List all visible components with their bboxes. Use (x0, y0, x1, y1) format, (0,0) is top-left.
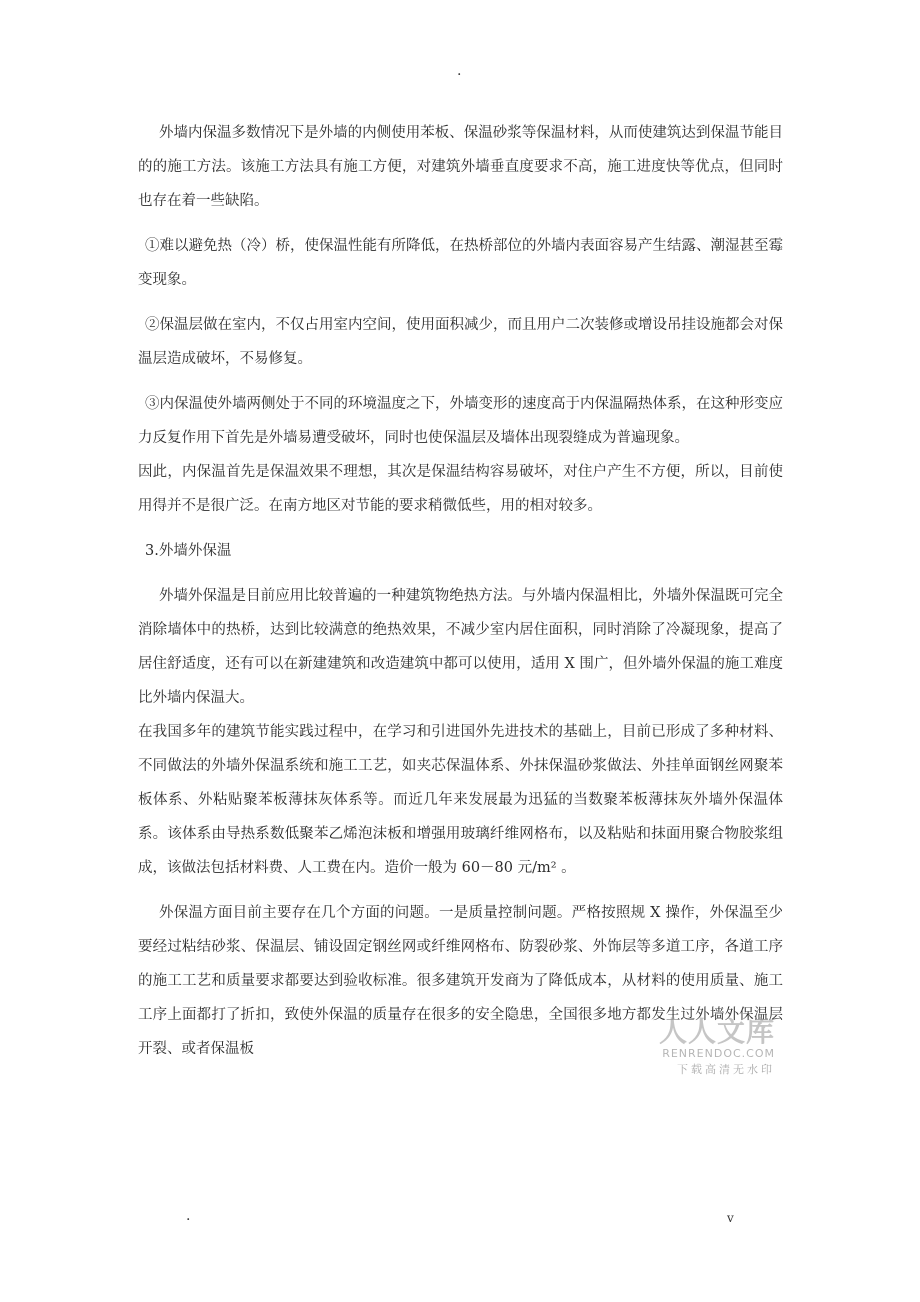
paragraph-defect-3: ③内保温使外墙两侧处于不同的环境温度之下，外墙变形的速度高于内保温隔热体系，在这种形变应力反复作用下首先是外墙易遭受破坏，同时也使保温层及墙体出现裂缝成为普遍现象。 (138, 396, 783, 446)
paragraph-external-insulation-systems: 在我国多年的建筑节能实践过程中，在学习和引进国外先进技术的基础上，目前已形成了多种材料、不同做法的外墙外保温系统和施工工艺，如夹芯保温体系、外抹保温砂浆做法、外挂单面钢丝网聚苯板体系、外粘贴聚苯板薄抹灰体系等。而近几年来发展最为迅猛的当数聚苯板薄抹灰外墙外保温体系。该体系由导热系数低聚苯乙烯泡沫板和增强用玻璃纤维网格布，以及粘贴和抹面用聚合物胶浆组成，该做法包括材料费、人工费在内。造价一般为 60－80 元/m² 。 (138, 724, 783, 876)
paragraph-external-insulation-problems: 外保温方面目前主要存在几个方面的问题。一是质量控制问题。严格按照规 X 操作，外保温至少要经过粘结砂浆、保温层、铺设固定钢丝网或纤维网格布、防裂砂浆、外饰层等多道工序，各道工序的施工工艺和质量要求都要达到验收标准。很多建筑开发商为了降低成本，从材料的使用质量、施工工序上面都打了折扣，致使外保温的质量存在很多的安全隐患，全国很多地方都发生过外墙外保温层开裂、或者保温板 (138, 905, 783, 1057)
paragraph-defect-1: ①难以避免热（冷）桥，使保温性能有所降低，在热桥部位的外墙内表面容易产生结露、潮湿甚至霉变现象。 (138, 238, 783, 288)
paragraph-defect-2: ②保温层做在室内，不仅占用室内空间，使用面积减少，而且用户二次装修或增设吊挂设施都会对保温层造成破坏，不易修复。 (138, 317, 783, 367)
paragraph-conclusion: 因此，内保温首先是保温效果不理想，其次是保温结构容易破坏，对住户产生不方便，所以，目前使用得并不是很广泛。在南方地区对节能的要求稍微低些，用的相对较多。 (138, 464, 783, 514)
paragraph-internal-insulation-intro: 外墙内保温多数情况下是外墙的内侧使用苯板、保温砂浆等保温材料，从而使建筑达到保温节能目的的施工方法。该施工方法具有施工方便，对建筑外墙垂直度要求不高，施工进度快等优点，但同时也存在着一些缺陷。 (138, 125, 783, 209)
header-mark: . (457, 63, 462, 79)
watermark-title: 人人文库 (658, 1015, 775, 1048)
watermark-domain: RENRENDOC.COM (662, 1047, 775, 1060)
footer-left-mark: . (186, 1208, 191, 1224)
document-body (138, 116, 783, 1066)
section-heading-external-insulation: 3.外墙外保温 (145, 543, 232, 559)
paragraph-external-insulation-intro: 外墙外保温是目前应用比较普遍的一种建筑物绝热方法。与外墙内保温相比，外墙外保温既可完全消除墙体中的热桥，达到比较满意的绝热效果，不减少室内居住面积，同时消除了冷凝现象，提高了居住舒适度，还有可以在新建建筑和改造建筑中都可以使用，适用 X 围广，但外墙外保温的施工难度比外墙内保温大。 (138, 588, 783, 706)
watermark-subtitle: 下载高清无水印 (677, 1063, 775, 1076)
footer-right-mark: v (727, 1211, 734, 1225)
